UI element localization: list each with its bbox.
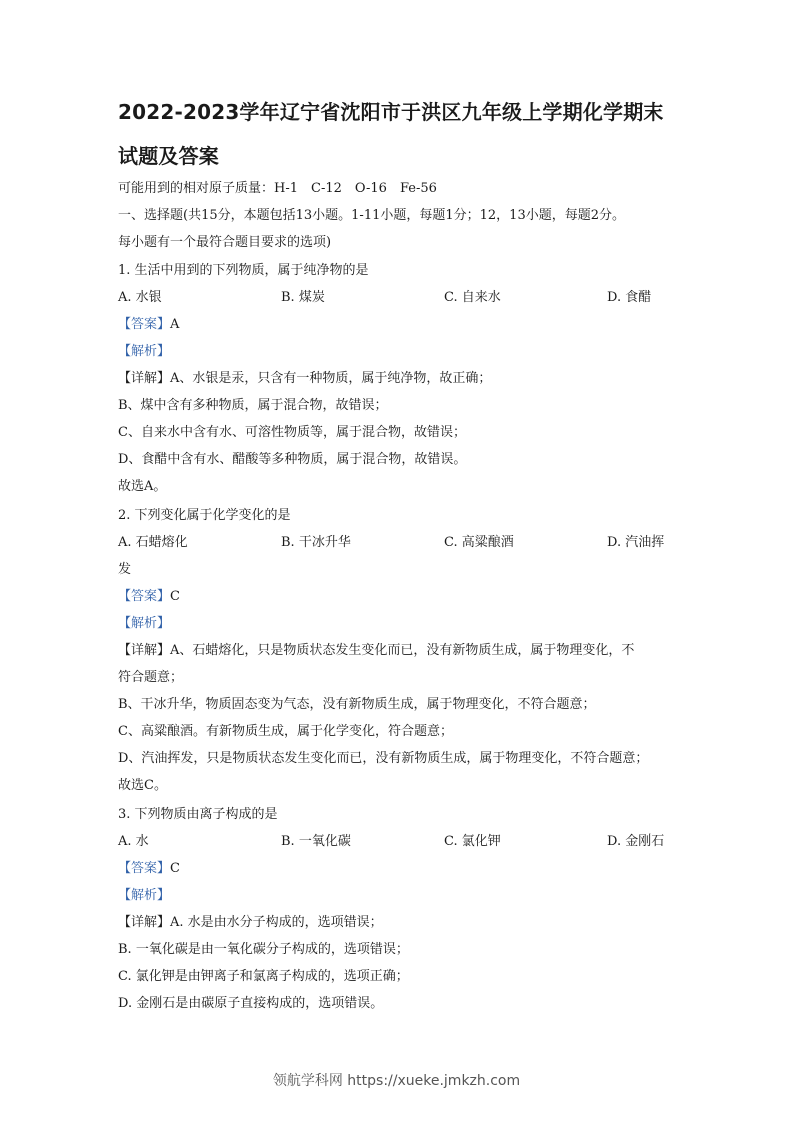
page-footer: 领航学科网 https://xueke.jmkzh.com xyxy=(272,1073,521,1089)
q2-stem: 2. 下列变化属于化学变化的是 xyxy=(118,508,291,523)
q2-option-c: C. 高粱酿酒 xyxy=(444,535,514,550)
atomic-mass-note: 可能用到的相对原子质量：H-1 C-12 O-16 Fe-56 xyxy=(118,181,437,196)
q2-analysis-label xyxy=(118,615,170,633)
section-heading-2: 每小题有一个最符合题目要求的选项) xyxy=(118,235,332,250)
q2-option-a: A. 石蜡熔化 xyxy=(118,535,188,550)
q1-detail-3: C、自来水中含有水、可溶性物质等，属于混合物，故错误； xyxy=(118,425,466,440)
q3-detail-4: D. 金刚石是由碳原子直接构成的，选项错误。 xyxy=(118,996,384,1011)
q1-detail-4: D、食醋中含有水、醋酸等多种物质，属于混合物，故错误。 xyxy=(118,452,467,467)
q3-analysis-label xyxy=(118,887,170,905)
detail-label: 【详解】 xyxy=(118,643,171,658)
q2-detail-4: D、汽油挥发，只是物质状态发生变化而已，没有新物质生成，属于物理变化，不符合题意； xyxy=(118,751,649,766)
q1-option-d: D. 食醋 xyxy=(607,290,652,305)
q1-answer xyxy=(118,316,179,334)
title-line-2: 试题及答案 xyxy=(118,144,219,168)
q2-detail-3: C、高粱酿酒。有新物质生成，属于化学变化，符合题意； xyxy=(118,724,453,739)
q3-answer-value: C xyxy=(170,861,180,876)
q1-option-b: B. 煤炭 xyxy=(281,290,325,305)
q3-answer xyxy=(118,860,180,878)
analysis-label: 【解析】 xyxy=(118,344,171,359)
q3-option-c: C. 氯化钾 xyxy=(444,834,501,849)
q3-option-b: B. 一氧化碳 xyxy=(281,834,351,849)
q2-detail-1 xyxy=(118,642,634,660)
q2-answer-value: C xyxy=(170,589,180,604)
q3-option-d: D. 金刚石 xyxy=(607,834,665,849)
q3-detail-1-text: A. 水是由水分子构成的，选项错误； xyxy=(170,915,383,930)
section-heading-1: 一、选择题(共15分，本题包括13小题。1-11小题，每题1分；12，13小题，每题2分。 xyxy=(118,208,625,223)
q2-detail-2: B、干冰升华，物质固态变为气态，没有新物质生成，属于物理变化，不符合题意； xyxy=(118,697,596,712)
q2-detail-1-wrap: 符合题意； xyxy=(118,670,184,685)
answer-label: 【答案】 xyxy=(118,589,171,604)
q1-analysis-label xyxy=(118,343,170,361)
q2-detail-1-text: A、石蜡熔化，只是物质状态发生变化而已，没有新物质生成，属于物理变化，不 xyxy=(170,643,635,658)
detail-label: 【详解】 xyxy=(118,915,171,930)
q3-option-a: A. 水 xyxy=(118,834,149,849)
q2-answer xyxy=(118,588,180,606)
q3-detail-3: C. 氯化钾是由钾离子和氯离子构成的，选项正确； xyxy=(118,969,409,984)
analysis-label: 【解析】 xyxy=(118,888,171,903)
title-line-1: 2022-2023学年辽宁省沈阳市于洪区九年级上学期化学期末 xyxy=(118,100,664,124)
analysis-label: 【解析】 xyxy=(118,616,171,631)
q1-detail-2: B、煤中含有多种物质，属于混合物，故错误； xyxy=(118,398,388,413)
q3-stem: 3. 下列物质由离子构成的是 xyxy=(118,807,278,822)
q1-conclusion: 故选A。 xyxy=(118,479,167,494)
q1-answer-value: A xyxy=(170,317,180,332)
answer-label: 【答案】 xyxy=(118,861,171,876)
q1-option-c: C. 自来水 xyxy=(444,290,501,305)
q3-detail-1 xyxy=(118,914,383,932)
q3-detail-2: B. 一氧化碳是由一氧化碳分子构成的，选项错误； xyxy=(118,942,409,957)
q1-option-a: A. 水银 xyxy=(118,290,162,305)
q1-stem: 1. 生活中用到的下列物质，属于纯净物的是 xyxy=(118,263,369,278)
answer-label: 【答案】 xyxy=(118,317,171,332)
q1-detail-1-text: A、水银是汞，只含有一种物质，属于纯净物，故正确； xyxy=(170,371,492,386)
q2-option-d-wrap: 发 xyxy=(118,562,132,577)
q2-conclusion: 故选C。 xyxy=(118,778,167,793)
q1-detail-1 xyxy=(118,370,491,388)
q2-option-d: D. 汽油挥 xyxy=(607,535,665,550)
q2-option-b: B. 干冰升华 xyxy=(281,535,351,550)
detail-label: 【详解】 xyxy=(118,371,171,386)
